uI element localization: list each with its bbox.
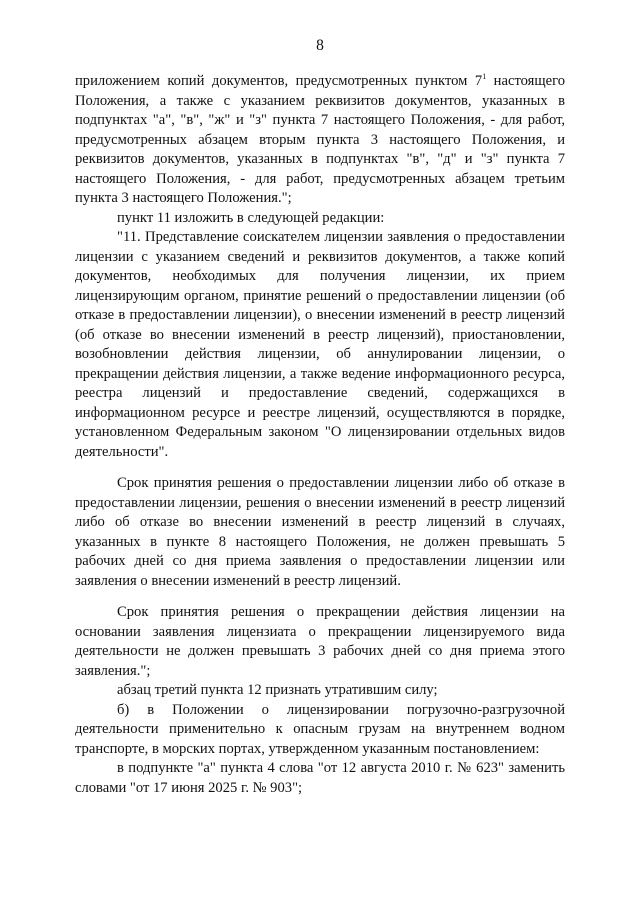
paragraph-subitem-a: в подпункте "а" пункта 4 слова "от 12 августа 2010 г. № 623" заменить словами "от 17 июня 2025 г. № 903"; [75, 760, 565, 796]
paragraph-item-b: б) в Положении о лицензировании погрузочно-разгрузочной деятельности применительно к опасным грузам на внутреннем водном транспорте, в морских портах, утвержденном указанным постановлением: [75, 701, 565, 757]
document-body [75, 72, 565, 798]
paragraph-deadline-termination: Срок принятия решения о прекращении действия лицензии на основании заявления лицензиата о прекращении лицензируемого вида деятельности не должен превышать 3 рабочих дней со дня приема этого заявления."; [75, 604, 565, 679]
paragraph-point-11-intro: пункт 11 изложить в следующей редакции: [117, 209, 385, 226]
paragraph-deadline-licensing: Срок принятия решения о предоставлении лицензии либо об отказе в предоставлении лицензии, решения о внесении изменений в реестр лицензий либо об отказе во внесении изменений в реестр лицензий в случаях, указанных в пункте 8 настоящего Положения, не должен превышать 5 рабочих дней со дня приема заявления о предоставлении лицензии или заявления о внесении изменений в реестр лицензий. [75, 475, 565, 589]
paragraph-point-11-text: "11. Представление соискателем лицензии заявления о предоставлении лицензии с указанием сведений и реквизитов документов, а также копий документов, необходимых для получения лицензии, их прием лицензирующим органом, принятие решений о предоставлении лицензии (об отказе в предоставлении лицензии), о внесении изменений в реестр лицензий (об отказе во внесении изменений в реестр лицензий), приостановлении, возобновлении действия лицензии, об аннулировании лицензии, о прекращении действия лицензии, а также ведение информационного ресурса, реестра лицензий и предоставление сведений, содержащихся в информационном ресурсе и реестре лицензий, осуществляются в порядке, установленном Федеральным законом "О лицензировании отдельных видов деятельности". [75, 229, 565, 460]
paragraph-text-part: настоящего Положения, а также с указанием реквизитов документов, указанных в подпунктах "а", "в", "ж" и "з" пункта 7 настоящего Положения, - для работ, предусмотренных абзацем вторым пункта 3 настоящего Положения, и реквизитов документов, указанных в подпунктах "в", "д" и "з" пункта 7 настоящего Положения, - для работ, предусмотренных абзацем третьим пункта 3 настоящего Положения."; [75, 73, 566, 206]
page-number: 8 [316, 37, 324, 54]
superscript-marker: 1 [482, 72, 487, 81]
paragraph-point-12: абзац третий пункта 12 признать утратившим силу; [117, 682, 438, 698]
paragraph-text-part: приложением копий документов, предусмотренных пунктом 7 [75, 73, 483, 89]
paragraph-continuation [75, 72, 565, 209]
